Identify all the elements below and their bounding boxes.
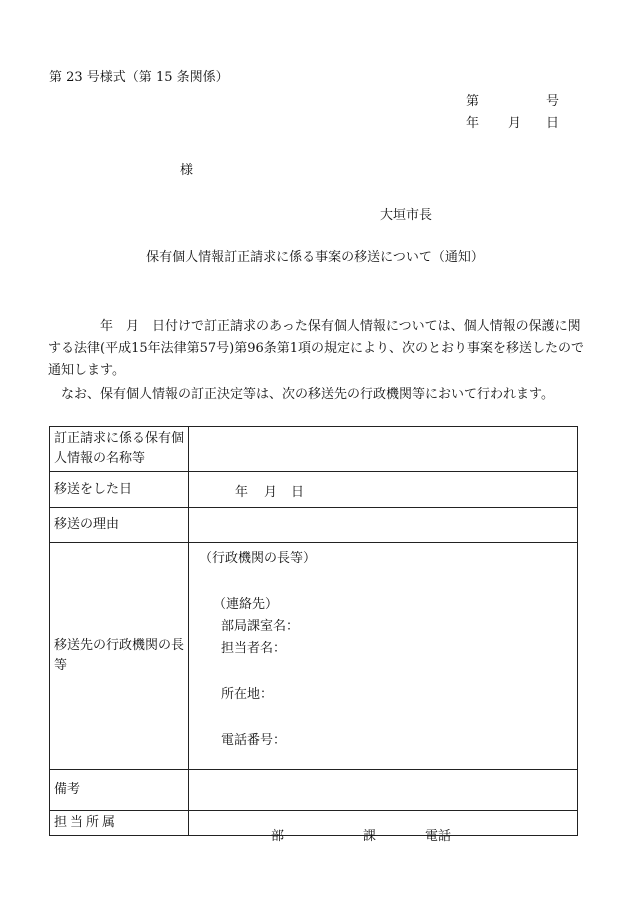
table-row xyxy=(50,543,578,770)
phone-unit: 電話 xyxy=(425,829,452,844)
transfer-month: 月 xyxy=(264,485,278,500)
row-label: 移送先の行政機関の長等 xyxy=(50,543,189,770)
table-row xyxy=(50,472,578,508)
row-label: 訂正請求に係る保有個人情報の名称等 xyxy=(50,427,189,472)
date-day: 日 xyxy=(546,116,560,131)
body-paragraph: 年 月 日付けで訂正請求のあった保有個人情報については、個人情報の保護に関する法律(平成15年法律第57号)第96条第1項の規定により、次のとおり事案を移送したので通知します。 xyxy=(48,319,585,378)
row-label: 移送をした日 xyxy=(50,472,189,508)
contact-heading: （連絡先） xyxy=(213,597,279,612)
row-value xyxy=(189,427,578,472)
address-label: 所在地： xyxy=(221,687,274,702)
info-table xyxy=(49,426,578,844)
department-unit: 部 xyxy=(271,829,285,844)
document-number-prefix: 第 xyxy=(466,94,480,109)
row-value xyxy=(189,770,578,811)
row-label: 担当所属 xyxy=(50,811,189,836)
transfer-year: 年 xyxy=(235,485,249,500)
phone-label: 電話番号： xyxy=(221,733,287,748)
row-value xyxy=(189,543,578,770)
row-label: 備考 xyxy=(50,770,189,811)
row-value xyxy=(189,811,578,844)
date-year: 年 xyxy=(466,116,480,131)
date-month: 月 xyxy=(508,116,522,131)
person-label: 担当者名： xyxy=(221,641,287,656)
table-row xyxy=(50,427,578,472)
table-row xyxy=(50,811,578,836)
recipient: 様 xyxy=(180,163,194,178)
table-row xyxy=(50,770,578,811)
row-value xyxy=(189,508,578,543)
sender: 大垣市長 xyxy=(380,208,433,223)
body-paragraph: なお、保有個人情報の訂正決定等は、次の移送先の行政機関等において行われます。 xyxy=(48,387,554,402)
transfer-day: 日 xyxy=(291,485,305,500)
agency-head-heading: （行政機関の長等） xyxy=(199,551,317,566)
department-label: 部局課室名： xyxy=(221,619,300,634)
section-unit: 課 xyxy=(363,829,377,844)
document-number-suffix: 号 xyxy=(546,94,560,109)
row-label: 移送の理由 xyxy=(50,508,189,543)
row-value xyxy=(189,472,578,508)
table-row xyxy=(50,508,578,543)
document-title: 保有個人情報訂正請求に係る事案の移送について（通知） xyxy=(146,250,484,265)
form-number: 第 23 号様式（第 15 条関係） xyxy=(49,70,229,85)
